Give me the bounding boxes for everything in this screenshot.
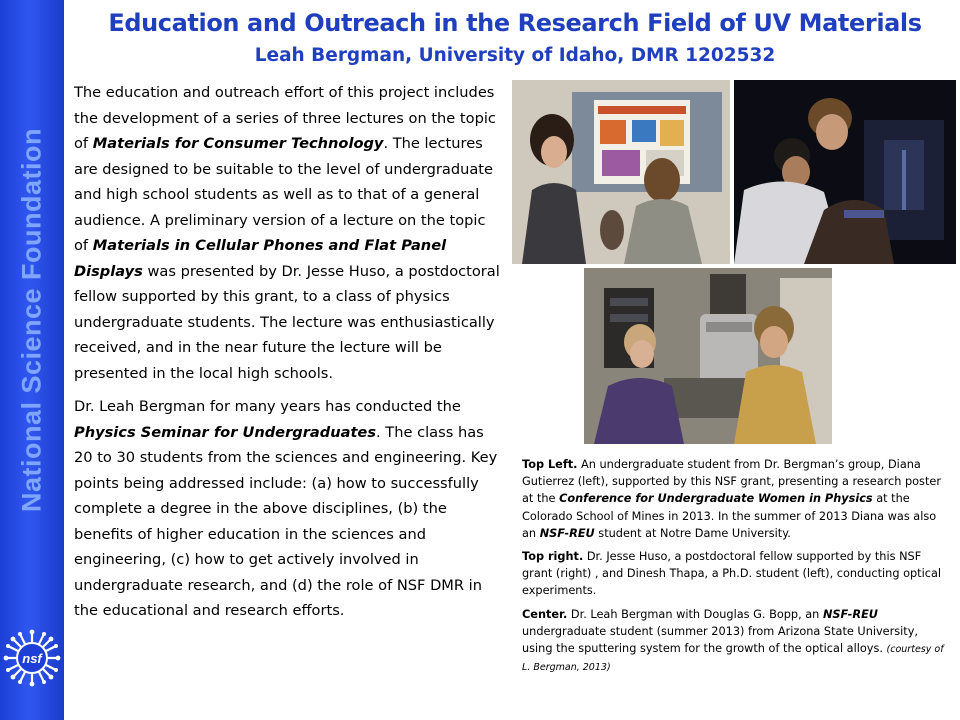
photo-center [584, 268, 832, 444]
photo-top-right [734, 80, 956, 264]
page-title: Education and Outreach in the Research Field of UV Materials [108, 9, 922, 37]
caption-emphasis: NSF-REU [822, 607, 878, 621]
caption-top-left [522, 456, 952, 542]
caption-top-right [522, 548, 952, 600]
body-paragraph-1 [74, 80, 500, 386]
caption-text: Dr. Leah Bergman with Douglas G. Bopp, an [567, 607, 823, 621]
text-run: . The class has 20 to 30 students from the sciences and engineering. Key points being addressed include: (a) how to successfully complete a degree in the above disciplines, (b) the benefits of higher education in the sciences and engineering, (c) how to get actively involved in undergraduate research, and (d) the role of NSF DMR in the educational and research efforts. [74, 423, 498, 619]
emphasis-run: Physics Seminar for Undergraduates [74, 423, 377, 441]
body-text [74, 80, 500, 632]
caption-label: Top right. [522, 550, 584, 564]
caption-label: Top Left. [522, 458, 578, 471]
sidebar-label: National Science Foundation [16, 127, 47, 513]
text-run: Dr. Leah Bergman for many years has conducted the [74, 398, 461, 415]
text-run: was presented by Dr. Jesse Huso, a postdoctoral fellow supported by this grant, to a class of physics undergraduate students. The lecture was enthusiastically received, and in the near future the lecture will be presented in the local high schools. [74, 262, 500, 382]
caption-text: undergraduate student (summer 2013) from Arizona State University, using the sputtering system for the growth of the optical alloys. [522, 624, 918, 656]
caption-text: student at Notre Dame University. [594, 526, 791, 540]
photo-captions [522, 456, 952, 682]
text-run: The education and outreach effort of this project includes the development of a series of three lectures on the topic of [74, 84, 496, 152]
photo-credit: (courtesy of L. Bergman, 2013) [522, 644, 944, 674]
nsf-logo-icon [2, 628, 62, 688]
photo-top-left [512, 80, 730, 264]
text-run: . The lectures are designed to be suitable to the level of undergraduate and high school students as well as to that of a general audience. A preliminary version of a lecture on the topic of [74, 135, 493, 254]
caption-text: Dr. Jesse Huso, a postdoctoral fellow supported by this NSF grant (right) , and Dinesh Thapa, a Ph.D. student (left), conducting optical experiments. [522, 550, 941, 598]
nsf-logo-text: nsf [22, 651, 42, 666]
caption-label: Center. [522, 607, 568, 621]
body-paragraph-2 [74, 394, 500, 624]
caption-text: at the Colorado School of Mines in 2013. In the summer of 2013 Diana was also an [522, 492, 937, 540]
emphasis-run: Materials in Cellular Phones and Flat Panel Displays [74, 237, 447, 280]
caption-emphasis: NSF-REU [539, 526, 595, 540]
page-subtitle: Leah Bergman, University of Idaho, DMR 1202532 [254, 45, 776, 66]
nsf-sidebar [0, 0, 64, 720]
caption-text: An undergraduate student from Dr. Bergman’s group, Diana Gutierrez (left), supported by this NSF grant, presenting a research poster at the [522, 458, 941, 506]
caption-center [522, 606, 952, 677]
caption-emphasis: Conference for Undergraduate Women in Physics [559, 492, 873, 506]
emphasis-run: Materials for Consumer Technology [92, 135, 384, 152]
